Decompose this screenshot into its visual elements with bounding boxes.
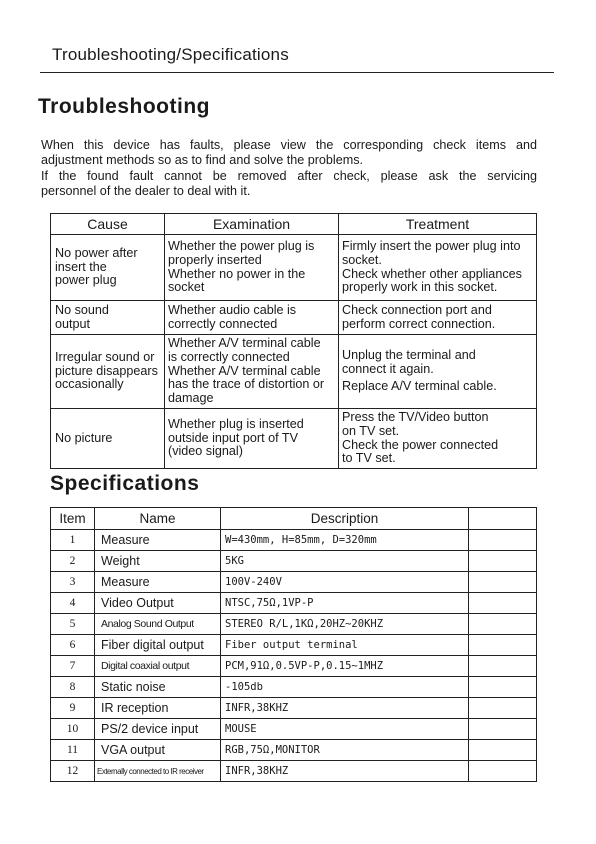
cell-line: Check whether other appliances xyxy=(342,266,522,281)
column-header-treatment: Treatment xyxy=(339,214,537,235)
cell-line: socket xyxy=(168,280,205,295)
spec-description: -105db xyxy=(221,677,469,698)
spec-description: W=430mm, H=85mm, D=320mm xyxy=(221,530,469,551)
spec-name: VGA output xyxy=(95,740,221,761)
spec-description: INFR,38KHZ xyxy=(221,698,469,719)
cell-line: has the trace of distortion or xyxy=(168,377,325,392)
item-number: 1 xyxy=(51,530,95,551)
table-row xyxy=(51,551,537,572)
spec-name: Measure xyxy=(95,530,221,551)
column-header-name: Name xyxy=(95,508,221,530)
intro-line: personnel of the dealer to deal with it. xyxy=(41,183,251,198)
item-number: 6 xyxy=(51,635,95,656)
cell-line: power plug xyxy=(55,273,117,288)
cell-line: Whether A/V terminal cable xyxy=(168,336,321,350)
header-rule xyxy=(40,72,554,73)
column-header-examination: Examination xyxy=(165,214,339,235)
cell-line: (video signal) xyxy=(168,444,243,459)
blank-cell xyxy=(469,572,537,593)
table-row xyxy=(51,740,537,761)
column-header-cause: Cause xyxy=(51,214,165,235)
page-header-title: Troubleshooting/Specifications xyxy=(52,45,289,64)
item-number: 7 xyxy=(51,656,95,677)
treatment-cell xyxy=(339,408,537,468)
cell-line: damage xyxy=(168,391,214,406)
spec-description: NTSC,75Ω,1VP-P xyxy=(221,593,469,614)
cell-line: on TV set. xyxy=(342,423,400,438)
troubleshooting-intro xyxy=(41,138,537,199)
spec-description: 5KG xyxy=(221,551,469,572)
cell-line: properly work in this socket. xyxy=(342,280,498,295)
item-number: 10 xyxy=(51,719,95,740)
intro-line: If the found fault cannot be removed after check, please ask the servicing xyxy=(41,168,537,183)
table-header-row xyxy=(51,214,537,235)
cell-line: No picture xyxy=(55,430,113,445)
cell-line: Unplug the terminal and xyxy=(342,347,476,362)
cell-line: Whether no power in the xyxy=(168,266,306,281)
specifications-table xyxy=(50,507,537,782)
blank-cell xyxy=(469,551,537,572)
cell-line: Whether plug is inserted xyxy=(168,416,304,431)
spec-description: MOUSE xyxy=(221,719,469,740)
intro-line: When this device has faults, please view the corresponding check items and xyxy=(41,138,537,152)
cell-line: to TV set. xyxy=(342,451,396,466)
cell-line: Whether the power plug is xyxy=(168,238,315,253)
treatment-cell xyxy=(339,335,537,409)
blank-cell xyxy=(469,614,537,635)
item-number: 2 xyxy=(51,551,95,572)
blank-cell xyxy=(469,677,537,698)
intro-line: adjustment methods so as to find and solve the problems. xyxy=(41,153,364,168)
column-header-blank xyxy=(469,508,537,530)
cell-line: is correctly connected xyxy=(168,349,290,364)
blank-cell xyxy=(469,530,537,551)
examination-cell xyxy=(165,301,339,335)
blank-cell xyxy=(469,593,537,614)
table-row xyxy=(51,677,537,698)
table-row xyxy=(51,408,537,468)
spec-description: STEREO R/L,1KΩ,20HZ~20KHZ xyxy=(221,614,469,635)
column-header-item: Item xyxy=(51,508,95,530)
cell-line: correctly connected xyxy=(168,316,278,331)
table-row xyxy=(51,635,537,656)
column-header-description: Description xyxy=(221,508,469,530)
blank-cell xyxy=(469,635,537,656)
table-row xyxy=(51,335,537,409)
spec-name: Externally connected to IR receiver xyxy=(95,761,221,782)
treatment-cell xyxy=(339,301,537,335)
item-number: 11 xyxy=(51,740,95,761)
blank-cell xyxy=(469,740,537,761)
troubleshooting-heading: Troubleshooting xyxy=(38,95,210,118)
table-row xyxy=(51,761,537,782)
item-number: 4 xyxy=(51,593,95,614)
table-header-row xyxy=(51,508,537,530)
spec-name: IR reception xyxy=(95,698,221,719)
spec-description: Fiber output terminal xyxy=(221,635,469,656)
spec-name: Weight xyxy=(95,551,221,572)
spec-description: RGB,75Ω,MONITOR xyxy=(221,740,469,761)
spec-name: Measure xyxy=(95,572,221,593)
table-row xyxy=(51,719,537,740)
cell-line: occasionally xyxy=(55,377,124,392)
spec-description: 100V-240V xyxy=(221,572,469,593)
table-row xyxy=(51,614,537,635)
spec-name: Analog Sound Output xyxy=(95,614,221,635)
specifications-heading: Specifications xyxy=(50,472,200,495)
table-row xyxy=(51,656,537,677)
blank-cell xyxy=(469,761,537,782)
cell-line: Press the TV/Video button xyxy=(342,409,489,424)
item-number: 3 xyxy=(51,572,95,593)
spec-description: PCM,91Ω,0.5VP-P,0.15~1MHZ xyxy=(221,656,469,677)
cell-line: connect it again. xyxy=(342,361,434,376)
examination-cell xyxy=(165,335,339,409)
cell-line: No sound xyxy=(55,302,109,317)
cell-line: Whether A/V terminal cable xyxy=(168,363,321,378)
blank-cell xyxy=(469,698,537,719)
cell-line: Whether audio cable is xyxy=(168,302,297,317)
spec-name: Video Output xyxy=(95,593,221,614)
item-number: 12 xyxy=(51,761,95,782)
spec-description: INFR,38KHZ xyxy=(221,761,469,782)
table-row xyxy=(51,698,537,719)
table-row xyxy=(51,235,537,301)
table-row xyxy=(51,301,537,335)
cause-cell xyxy=(51,335,165,409)
item-number: 8 xyxy=(51,677,95,698)
examination-cell xyxy=(165,235,339,301)
cell-line: outside input port of TV xyxy=(168,430,298,445)
item-number: 9 xyxy=(51,698,95,719)
cell-line: Firmly insert the power plug into xyxy=(342,238,521,253)
cell-line: properly inserted xyxy=(168,252,262,267)
spec-name: Digital coaxial output xyxy=(95,656,221,677)
spec-name: Fiber digital output xyxy=(95,635,221,656)
cell-line: output xyxy=(55,316,91,331)
blank-cell xyxy=(469,656,537,677)
spec-name: PS/2 device input xyxy=(95,719,221,740)
spec-name: Static noise xyxy=(95,677,221,698)
table-row xyxy=(51,593,537,614)
cell-line: Replace A/V terminal cable. xyxy=(342,379,497,394)
cell-line: socket. xyxy=(342,252,382,267)
cell-line: No power after xyxy=(55,245,138,260)
cell-line: Irregular sound or xyxy=(55,349,155,364)
examination-cell xyxy=(165,408,339,468)
item-number: 5 xyxy=(51,614,95,635)
troubleshooting-table xyxy=(50,213,537,469)
cause-cell xyxy=(51,408,165,468)
cell-line: picture disappears xyxy=(55,363,158,378)
cell-line: Check connection port and xyxy=(342,302,492,317)
cause-cell xyxy=(51,301,165,335)
treatment-cell xyxy=(339,235,537,301)
cause-cell xyxy=(51,235,165,301)
cell-line: perform correct connection. xyxy=(342,316,496,331)
cell-line: Check the power connected xyxy=(342,437,499,452)
cell-line: insert the xyxy=(55,259,107,274)
table-row xyxy=(51,572,537,593)
blank-cell xyxy=(469,719,537,740)
table-row xyxy=(51,530,537,551)
